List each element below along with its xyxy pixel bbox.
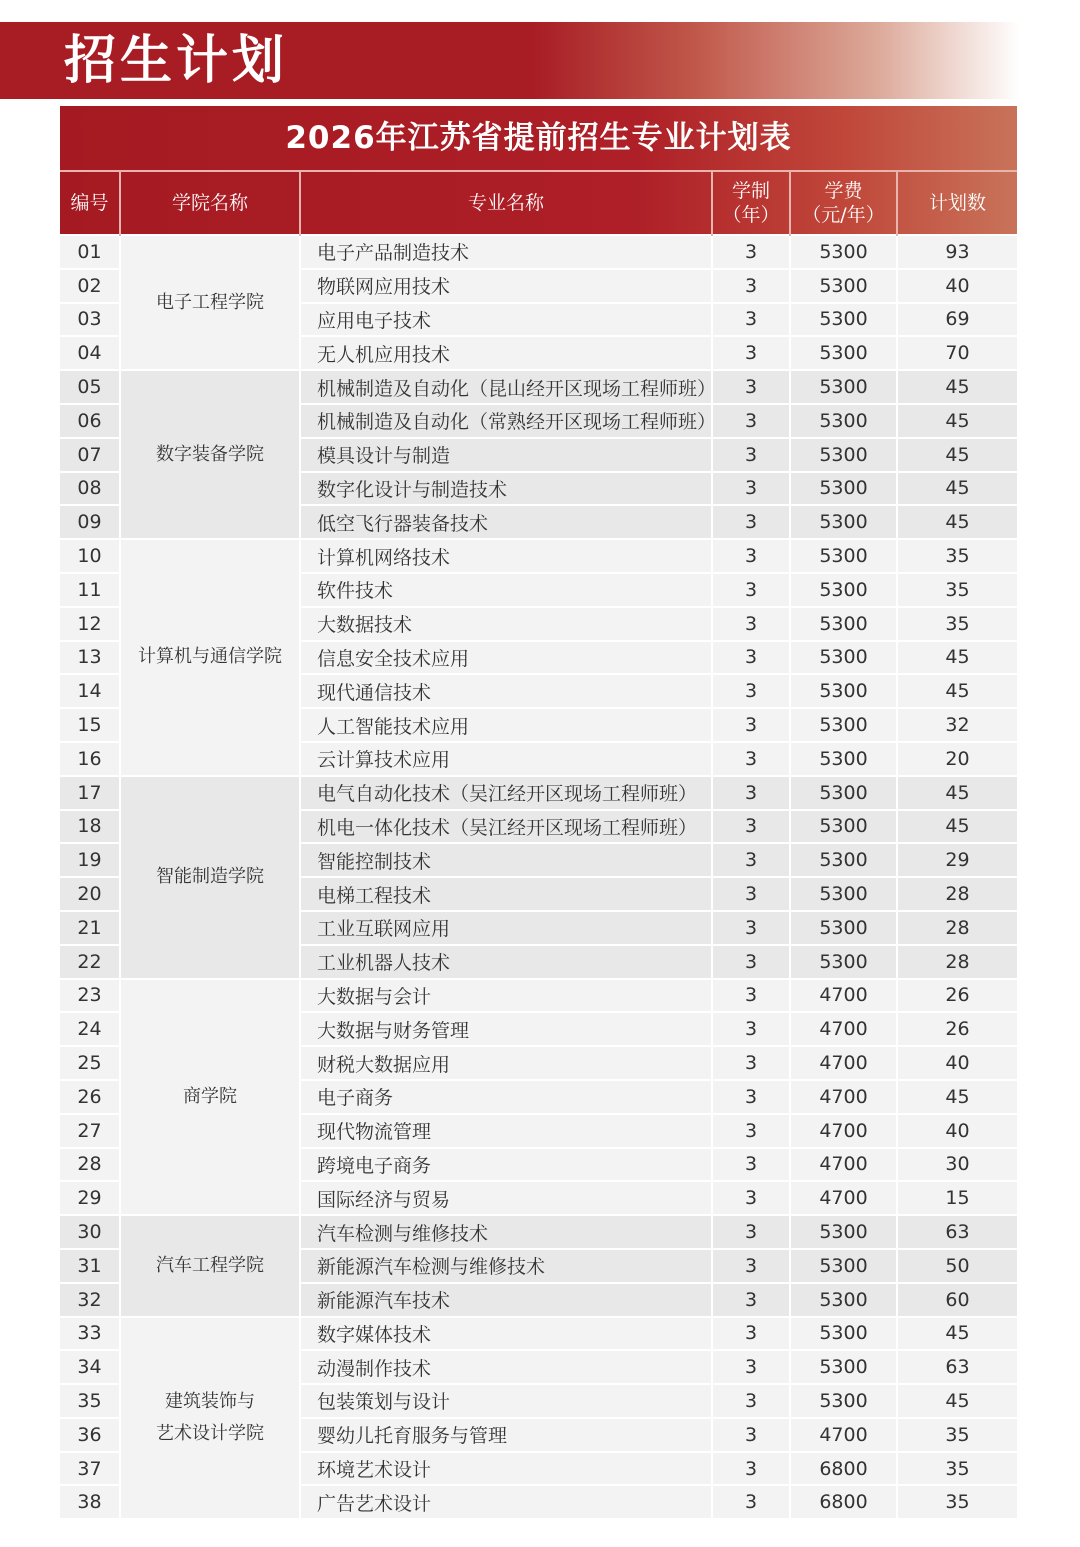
cell-fee: 5300	[790, 607, 897, 641]
cell-no: 24	[60, 1012, 120, 1046]
cell-plan: 45	[897, 1317, 1017, 1351]
cell-major: 机械制造及自动化（昆山经开区现场工程师班）	[300, 370, 712, 404]
cell-fee: 5300	[790, 1317, 897, 1351]
college-name-line1: 建筑装饰与	[165, 1390, 255, 1412]
cell-major: 数字化设计与制造技术	[300, 472, 712, 506]
cell-fee: 5300	[790, 404, 897, 438]
cell-major: 环境艺术设计	[300, 1452, 712, 1486]
cell-no: 05	[60, 370, 120, 404]
cell-years: 3	[712, 1350, 790, 1384]
cell-major: 工业互联网应用	[300, 911, 712, 945]
cell-plan: 26	[897, 1012, 1017, 1046]
cell-years: 3	[712, 1046, 790, 1080]
table-header-row	[60, 172, 1017, 235]
cell-college: 汽车工程学院	[120, 1215, 300, 1316]
cell-fee: 5300	[790, 1384, 897, 1418]
header-college: 学院名称	[120, 172, 300, 235]
cell-years: 3	[712, 370, 790, 404]
cell-major: 电子商务	[300, 1080, 712, 1114]
cell-major: 无人机应用技术	[300, 336, 712, 370]
section-title: 招生计划	[64, 31, 289, 91]
cell-major: 机械制造及自动化（常熟经开区现场工程师班）	[300, 404, 712, 438]
cell-plan: 35	[897, 539, 1017, 573]
cell-major: 现代通信技术	[300, 674, 712, 708]
cell-no: 25	[60, 1046, 120, 1080]
cell-fee: 6800	[790, 1485, 897, 1518]
cell-fee: 5300	[790, 1283, 897, 1317]
cell-major: 低空飞行器装备技术	[300, 505, 712, 539]
cell-fee: 5300	[790, 810, 897, 844]
cell-no: 34	[60, 1350, 120, 1384]
cell-no: 14	[60, 674, 120, 708]
cell-no: 26	[60, 1080, 120, 1114]
cell-years: 3	[712, 336, 790, 370]
cell-no: 38	[60, 1485, 120, 1518]
cell-fee: 5300	[790, 539, 897, 573]
cell-fee: 5300	[790, 472, 897, 506]
header-fee-line2: （元/年）	[802, 204, 885, 226]
cell-fee: 6800	[790, 1452, 897, 1486]
cell-fee: 5300	[790, 843, 897, 877]
cell-plan: 32	[897, 708, 1017, 742]
cell-no: 35	[60, 1384, 120, 1418]
cell-fee: 4700	[790, 1148, 897, 1182]
cell-fee: 4700	[790, 1012, 897, 1046]
cell-major: 电梯工程技术	[300, 877, 712, 911]
cell-college	[120, 1317, 300, 1519]
cell-plan: 28	[897, 877, 1017, 911]
cell-plan: 63	[897, 1215, 1017, 1249]
cell-fee: 5300	[790, 708, 897, 742]
cell-years: 3	[712, 776, 790, 810]
cell-major: 物联网应用技术	[300, 269, 712, 303]
cell-major: 广告艺术设计	[300, 1485, 712, 1518]
cell-years: 3	[712, 539, 790, 573]
table-row	[60, 235, 1017, 269]
cell-fee: 5300	[790, 438, 897, 472]
cell-plan: 45	[897, 505, 1017, 539]
cell-no: 03	[60, 303, 120, 337]
cell-college: 计算机与通信学院	[120, 539, 300, 776]
cell-years: 3	[712, 269, 790, 303]
cell-fee: 5300	[790, 573, 897, 607]
cell-plan: 45	[897, 1384, 1017, 1418]
cell-major: 大数据与会计	[300, 979, 712, 1013]
cell-no: 22	[60, 945, 120, 979]
cell-college: 智能制造学院	[120, 776, 300, 979]
cell-major: 应用电子技术	[300, 303, 712, 337]
header-no: 编号	[70, 192, 109, 214]
cell-major: 现代物流管理	[300, 1114, 712, 1148]
table-row	[60, 1317, 1017, 1351]
cell-years: 3	[712, 641, 790, 675]
cell-major: 信息安全技术应用	[300, 641, 712, 675]
cell-plan: 45	[897, 776, 1017, 810]
cell-major: 汽车检测与维修技术	[300, 1215, 712, 1249]
table-row	[60, 539, 1017, 573]
cell-major: 财税大数据应用	[300, 1046, 712, 1080]
cell-years: 3	[712, 1283, 790, 1317]
cell-years: 3	[712, 1249, 790, 1283]
cell-no: 19	[60, 843, 120, 877]
cell-years: 3	[712, 1080, 790, 1114]
cell-plan: 45	[897, 404, 1017, 438]
cell-years: 3	[712, 1317, 790, 1351]
cell-no: 04	[60, 336, 120, 370]
cell-plan: 60	[897, 1283, 1017, 1317]
cell-no: 33	[60, 1317, 120, 1351]
cell-years: 3	[712, 1485, 790, 1518]
cell-major: 国际经济与贸易	[300, 1181, 712, 1215]
cell-years: 3	[712, 877, 790, 911]
cell-fee: 4700	[790, 1418, 897, 1452]
cell-years: 3	[712, 674, 790, 708]
cell-years: 3	[712, 1215, 790, 1249]
cell-major: 包装策划与设计	[300, 1384, 712, 1418]
cell-no: 18	[60, 810, 120, 844]
header-fee	[790, 172, 897, 235]
cell-fee: 4700	[790, 979, 897, 1013]
table-row	[60, 979, 1017, 1013]
cell-years: 3	[712, 810, 790, 844]
cell-major: 电气自动化技术（吴江经开区现场工程师班）	[300, 776, 712, 810]
cell-fee: 4700	[790, 1114, 897, 1148]
cell-fee: 5300	[790, 776, 897, 810]
cell-no: 28	[60, 1148, 120, 1182]
cell-plan: 35	[897, 1452, 1017, 1486]
header-fee-line1: 学费	[824, 180, 863, 202]
cell-major: 人工智能技术应用	[300, 708, 712, 742]
cell-years: 3	[712, 1384, 790, 1418]
cell-no: 21	[60, 911, 120, 945]
table-title: 2026年江苏省提前招生专业计划表	[60, 106, 1017, 172]
cell-plan: 40	[897, 1114, 1017, 1148]
cell-no: 06	[60, 404, 120, 438]
cell-fee: 4700	[790, 1181, 897, 1215]
cell-plan: 40	[897, 269, 1017, 303]
cell-years: 3	[712, 404, 790, 438]
cell-fee: 5300	[790, 1215, 897, 1249]
cell-years: 3	[712, 235, 790, 269]
cell-plan: 28	[897, 945, 1017, 979]
enrollment-plan-table	[60, 106, 1017, 1518]
cell-years: 3	[712, 708, 790, 742]
cell-plan: 50	[897, 1249, 1017, 1283]
cell-plan: 45	[897, 370, 1017, 404]
cell-plan: 45	[897, 438, 1017, 472]
cell-plan: 69	[897, 303, 1017, 337]
cell-plan: 35	[897, 607, 1017, 641]
cell-plan: 15	[897, 1181, 1017, 1215]
cell-years: 3	[712, 979, 790, 1013]
header-years-line2: （年）	[722, 204, 780, 226]
cell-plan: 45	[897, 1080, 1017, 1114]
table-row	[60, 370, 1017, 404]
header-major: 专业名称	[300, 172, 712, 235]
cell-years: 3	[712, 843, 790, 877]
cell-no: 08	[60, 472, 120, 506]
cell-no: 11	[60, 573, 120, 607]
cell-fee: 4700	[790, 1080, 897, 1114]
cell-no: 13	[60, 641, 120, 675]
cell-major: 云计算技术应用	[300, 742, 712, 776]
table-body	[60, 235, 1017, 1518]
header-plan: 计划数	[897, 172, 1017, 235]
cell-major: 模具设计与制造	[300, 438, 712, 472]
table-row	[60, 776, 1017, 810]
header-years-line1: 学制	[731, 180, 770, 202]
cell-major: 婴幼儿托育服务与管理	[300, 1418, 712, 1452]
cell-years: 3	[712, 303, 790, 337]
cell-fee: 5300	[790, 370, 897, 404]
cell-years: 3	[712, 945, 790, 979]
cell-plan: 45	[897, 641, 1017, 675]
cell-no: 37	[60, 1452, 120, 1486]
plan-table	[60, 172, 1017, 1518]
cell-years: 3	[712, 573, 790, 607]
cell-no: 27	[60, 1114, 120, 1148]
cell-plan: 29	[897, 843, 1017, 877]
cell-fee: 5300	[790, 742, 897, 776]
cell-fee: 5300	[790, 336, 897, 370]
cell-fee: 4700	[790, 1046, 897, 1080]
cell-plan: 45	[897, 810, 1017, 844]
cell-plan: 35	[897, 1418, 1017, 1452]
cell-plan: 35	[897, 1485, 1017, 1518]
cell-plan: 40	[897, 1046, 1017, 1080]
cell-years: 3	[712, 505, 790, 539]
cell-no: 12	[60, 607, 120, 641]
cell-major: 工业机器人技术	[300, 945, 712, 979]
cell-major: 智能控制技术	[300, 843, 712, 877]
cell-major: 电子产品制造技术	[300, 235, 712, 269]
cell-plan: 93	[897, 235, 1017, 269]
cell-major: 大数据技术	[300, 607, 712, 641]
cell-major: 计算机网络技术	[300, 539, 712, 573]
cell-major: 跨境电子商务	[300, 1148, 712, 1182]
cell-major: 大数据与财务管理	[300, 1012, 712, 1046]
cell-fee: 5300	[790, 505, 897, 539]
cell-years: 3	[712, 742, 790, 776]
header-years	[712, 172, 790, 235]
cell-no: 17	[60, 776, 120, 810]
cell-no: 16	[60, 742, 120, 776]
table-row	[60, 1215, 1017, 1249]
cell-years: 3	[712, 438, 790, 472]
cell-no: 23	[60, 979, 120, 1013]
cell-no: 02	[60, 269, 120, 303]
cell-college: 电子工程学院	[120, 235, 300, 370]
cell-fee: 5300	[790, 235, 897, 269]
cell-no: 32	[60, 1283, 120, 1317]
cell-plan: 26	[897, 979, 1017, 1013]
cell-major: 软件技术	[300, 573, 712, 607]
cell-no: 07	[60, 438, 120, 472]
cell-major: 数字媒体技术	[300, 1317, 712, 1351]
cell-fee: 5300	[790, 641, 897, 675]
cell-years: 3	[712, 1012, 790, 1046]
cell-years: 3	[712, 1148, 790, 1182]
cell-years: 3	[712, 1418, 790, 1452]
cell-no: 10	[60, 539, 120, 573]
cell-no: 30	[60, 1215, 120, 1249]
cell-plan: 28	[897, 911, 1017, 945]
college-name-line2: 艺术设计学院	[156, 1422, 264, 1444]
cell-college: 数字装备学院	[120, 370, 300, 539]
cell-plan: 30	[897, 1148, 1017, 1182]
cell-fee: 5300	[790, 945, 897, 979]
section-banner	[0, 22, 1020, 99]
cell-no: 01	[60, 235, 120, 269]
cell-plan: 63	[897, 1350, 1017, 1384]
cell-fee: 5300	[790, 303, 897, 337]
cell-years: 3	[712, 911, 790, 945]
cell-no: 15	[60, 708, 120, 742]
cell-plan: 45	[897, 472, 1017, 506]
cell-no: 20	[60, 877, 120, 911]
cell-no: 29	[60, 1181, 120, 1215]
cell-major: 新能源汽车技术	[300, 1283, 712, 1317]
cell-no: 36	[60, 1418, 120, 1452]
cell-years: 3	[712, 1452, 790, 1486]
cell-fee: 5300	[790, 1249, 897, 1283]
cell-fee: 5300	[790, 1350, 897, 1384]
cell-fee: 5300	[790, 269, 897, 303]
cell-college: 商学院	[120, 979, 300, 1216]
cell-years: 3	[712, 1181, 790, 1215]
cell-fee: 5300	[790, 877, 897, 911]
cell-major: 新能源汽车检测与维修技术	[300, 1249, 712, 1283]
cell-years: 3	[712, 607, 790, 641]
cell-plan: 45	[897, 674, 1017, 708]
cell-no: 31	[60, 1249, 120, 1283]
cell-plan: 70	[897, 336, 1017, 370]
cell-plan: 20	[897, 742, 1017, 776]
cell-major: 动漫制作技术	[300, 1350, 712, 1384]
cell-fee: 5300	[790, 911, 897, 945]
cell-years: 3	[712, 472, 790, 506]
cell-no: 09	[60, 505, 120, 539]
cell-major: 机电一体化技术（吴江经开区现场工程师班）	[300, 810, 712, 844]
cell-plan: 35	[897, 573, 1017, 607]
cell-years: 3	[712, 1114, 790, 1148]
cell-fee: 5300	[790, 674, 897, 708]
